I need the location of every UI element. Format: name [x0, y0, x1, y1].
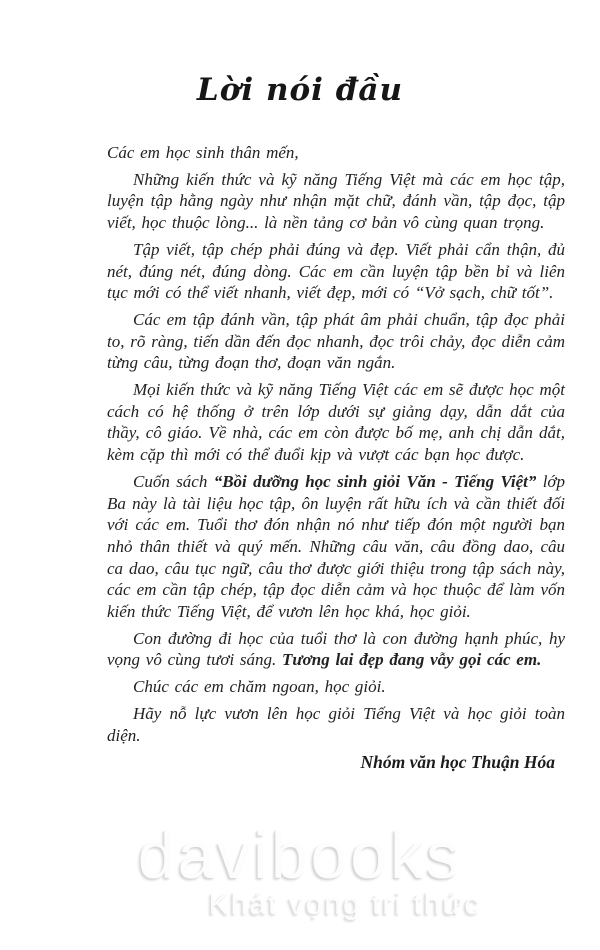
paragraph-salutation: [107, 142, 565, 164]
paragraph-text: Các em tập đánh vần, tập phát âm phải chuẩn, tập đọc phải to, rõ ràng, tiến dần đến đọc nhanh, đọc trôi chảy, đọc diễn cảm từng câu, từng đoạn thơ, đoạn văn ngắn.: [107, 309, 565, 373]
paragraph-text: Tập viết, tập chép phải đúng và đẹp. Viết phải cẩn thận, đủ nét, đúng nét, đúng dòng. Các em cần luyện tập bền bỉ và liên tục mới có thể viết nhanh, viết đẹp, mới có “Vở sạch, chữ tốt”.: [107, 239, 565, 303]
book-title-emphasis: “Bồi dưỡng học sinh giỏi Văn - Tiếng Việt”: [213, 471, 537, 491]
paragraph: [107, 379, 565, 466]
watermark-brand: davibooks: [137, 818, 463, 892]
paragraph-text: Hãy nỗ lực vươn lên học giỏi Tiếng Việt và học giỏi toàn diện.: [107, 703, 565, 745]
watermark-tagline: Khát vọng tri thức: [208, 888, 482, 921]
paragraph: [107, 676, 565, 698]
signature: Nhóm văn học Thuận Hóa: [360, 752, 555, 773]
paragraph-text: Mọi kiến thức và kỹ năng Tiếng Việt các em sẽ được học một cách có hệ thống ở trên lớp dưới sự giảng dạy, dẫn dắt của thầy, cô giáo. Về nhà, các em còn được bố mẹ, anh chị dẫn dắt, kèm cặp thì mới có thể đuổi kịp và vượt các bạn học được.: [107, 380, 565, 465]
page-content: [107, 142, 565, 773]
paragraph: [107, 628, 565, 671]
paragraph: [107, 169, 565, 234]
paragraph-text: Các em học sinh thân mến,: [107, 143, 299, 162]
paragraph: [107, 309, 565, 374]
paragraph-text: lớp Ba này là tài liệu học tập, ôn luyện rất hữu ích và cần thiết đối với các em. Tuổi thơ đón nhận nó như tiếp đón một người bạn nhỏ thân thiết và quý mến. Những câu văn, câu đồng dao, câu ca dao, câu tục ngữ, câu thơ được giới thiệu trong tập sách này, các em cần tập chép, tập đọc diễn cảm và học thuộc để làm vốn kiến thức Tiếng Việt, để vươn lên học khá, học giỏi.: [107, 471, 566, 622]
paragraph-text: Cuốn sách: [133, 471, 214, 491]
paragraph-text: Chúc các em chăm ngoan, học giỏi.: [133, 677, 386, 697]
paragraph: [107, 471, 565, 623]
watermark: [0, 818, 600, 922]
paragraph-text: Những kiến thức và kỹ năng Tiếng Việt mà các em học tập, luyện tập hằng ngày như nhận mặt chữ, đánh vần, tập đọc, tập viết, học thuộc lòng... là nền tảng cơ bản vô cùng quan trọng.: [107, 169, 565, 233]
paragraph: [107, 703, 565, 746]
paragraph-text: Con đường đi học của tuổi thơ là con đường hạnh phúc, hy vọng vô cùng tươi sáng.: [107, 628, 565, 670]
paragraph-text-emphasis: Tương lai đẹp đang vẫy gọi các em.: [282, 650, 542, 670]
paragraph: [107, 239, 565, 304]
page-title: Lời nói đầu: [196, 72, 404, 108]
